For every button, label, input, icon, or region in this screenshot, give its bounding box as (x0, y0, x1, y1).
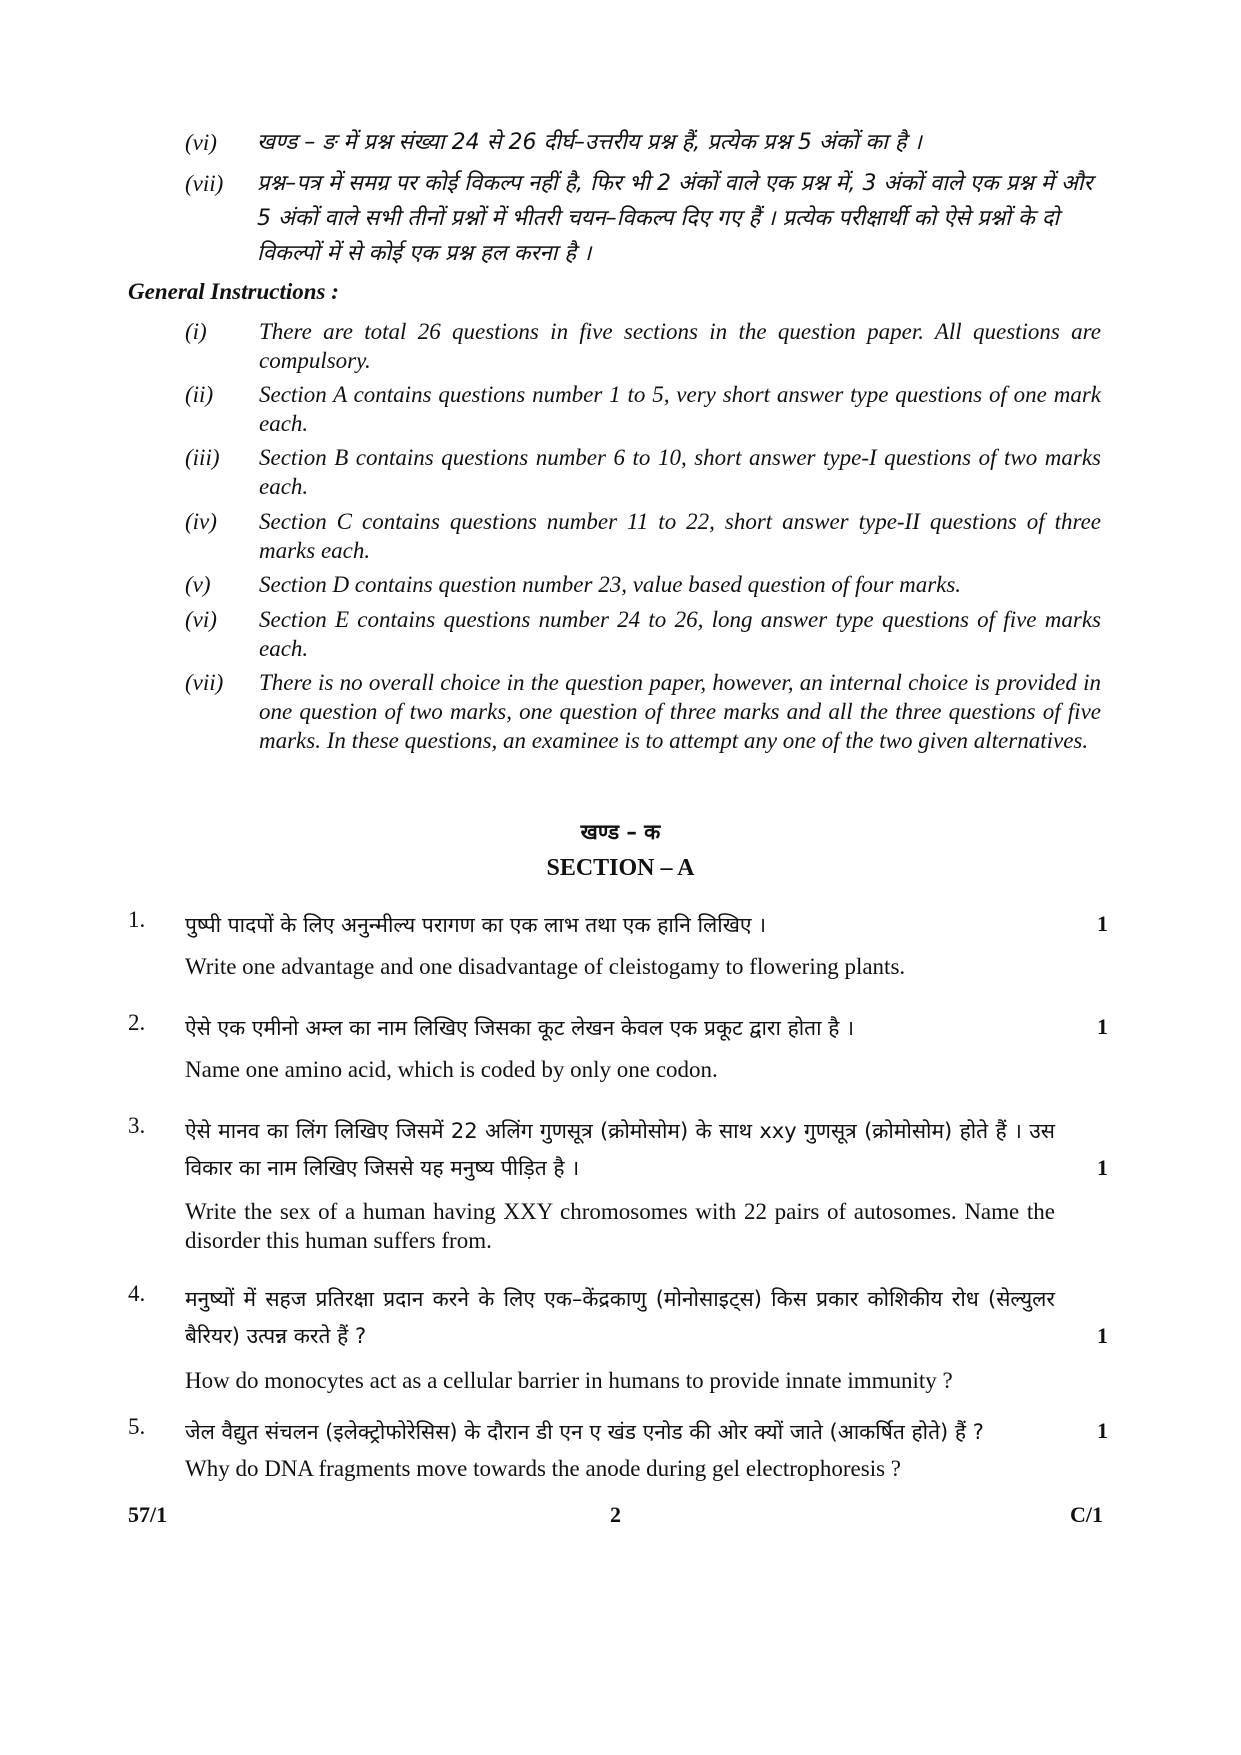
question-text-english: How do monocytes act as a cellular barrier in humans to provide innate immunity ? (185, 1368, 953, 1393)
instruction-text: There are total 26 questions in five sections in the question paper. All questions are compulsory. (259, 319, 1101, 373)
question-number: 5. (128, 1414, 146, 1439)
instruction-text: Section B contains questions number 6 to 10, short answer type-I questions of two marks each. (259, 445, 1101, 499)
instruction-number: (vii) (185, 670, 224, 695)
instruction-text: There is no overall choice in the question paper, however, an internal choice is provided in one question of two marks, one question of three marks and all the three questions of five marks. In these questions, an examinee is to attempt any one of the two given alternatives. (259, 670, 1101, 753)
general-instructions-title: General Instructions : (128, 279, 339, 304)
instruction-number: (iv) (185, 509, 217, 534)
instruction-text: प्रश्न–पत्र में समग्र पर कोई विकल्प नहीं है, फिर भी 2 अंकों वाले एक प्रश्न में, 3 अंकों वाले एक प्रश्न में और 5 अंकों वाले सभी तीनों प्रश्नों में भीतरी चयन–विकल्प दिए गए हैं । प्रत्येक परीक्षार्थी को ऐसे प्रश्नों के दो विकल्पों में से कोई एक प्रश्न हल करना है । (257, 171, 1093, 266)
question-text-english: Name one amino acid, which is coded by only one codon. (185, 1057, 718, 1082)
question-number: 2. (128, 1010, 146, 1035)
question-marks: 1 (1097, 911, 1108, 936)
instruction-text: Section D contains question number 23, value based question of four marks. (259, 572, 962, 597)
paper-code: 57/1 (128, 1502, 168, 1527)
question-text-hindi: ऐसे मानव का लिंग लिखिए जिसमें 22 अलिंग गुणसूत्र (क्रोमोसोम) के साथ xxy गुणसूत्र (क्रोमोसोम) होते हैं । उस विकार का नाम लिखिए जिससे यह मनुष्य पीड़ित है । (185, 1119, 1055, 1180)
question-text-english: Write the sex of a human having XXY chromosomes with 22 pairs of autosomes. Name the disorder this human suffers from. (185, 1199, 1055, 1253)
instruction-number: (vi) (185, 607, 217, 632)
question-text-hindi: पुष्पी पादपों के लिए अनुन्मील्य परागण का एक लाभ तथा एक हानि लिखिए । (185, 913, 767, 937)
instruction-number: (ii) (185, 382, 214, 407)
question-number: 1. (128, 907, 146, 932)
section-heading-english: SECTION – A (546, 855, 695, 881)
instruction-text: Section C contains questions number 11 to 22, short answer type-II questions of three marks each. (259, 509, 1101, 563)
question-text-english: Why do DNA fragments move towards the anode during gel electrophoresis ? (185, 1456, 901, 1481)
instruction-number: (vii) (185, 171, 224, 196)
instruction-text: Section E contains questions number 24 to 26, long answer type questions of five marks each. (259, 607, 1101, 661)
question-marks: 1 (1097, 1155, 1108, 1180)
instruction-number: (i) (185, 319, 207, 344)
question-text-hindi: मनुष्यों में सहज प्रतिरक्षा प्रदान करने के लिए एक–केंद्रकाणु (मोनोसाइट्स) किस प्रकार कोशिकीय रोध (सेल्युलर बैरियर) उत्पन्न करते हैं ? (185, 1287, 1055, 1348)
question-number: 4. (128, 1281, 146, 1306)
instruction-number: (v) (185, 572, 211, 597)
section-heading-hindi: खण्ड – क (580, 820, 661, 844)
page-number: 2 (610, 1502, 621, 1527)
instruction-text: Section A contains questions number 1 to 5, very short answer type questions of one mark each. (259, 382, 1101, 436)
question-marks: 1 (1097, 1014, 1108, 1039)
question-text-hindi: जेल वैद्युत संचलन (इलेक्ट्रोफोरेसिस) के दौरान डी एन ए खंड एनोड की ओर क्यों जाते (आकर्षित होते) हैं ? (185, 1420, 984, 1444)
instruction-text: खण्ड – ङ में प्रश्न संख्या 24 से 26 दीर्घ–उत्तरीय प्रश्न हैं, प्रत्येक प्रश्न 5 अंकों का है । (257, 130, 922, 155)
question-text-hindi: ऐसे एक एमीनो अम्ल का नाम लिखिए जिसका कूट लेखन केवल एक प्रकूट द्वारा होता है । (185, 1016, 855, 1040)
question-marks: 1 (1097, 1418, 1108, 1443)
question-marks: 1 (1097, 1323, 1108, 1348)
instruction-number: (iii) (185, 445, 220, 470)
instruction-number: (vi) (185, 130, 217, 155)
question-number: 3. (128, 1113, 146, 1138)
question-text-english: Write one advantage and one disadvantage of cleistogamy to flowering plants. (185, 954, 906, 979)
set-code: C/1 (1070, 1502, 1103, 1527)
